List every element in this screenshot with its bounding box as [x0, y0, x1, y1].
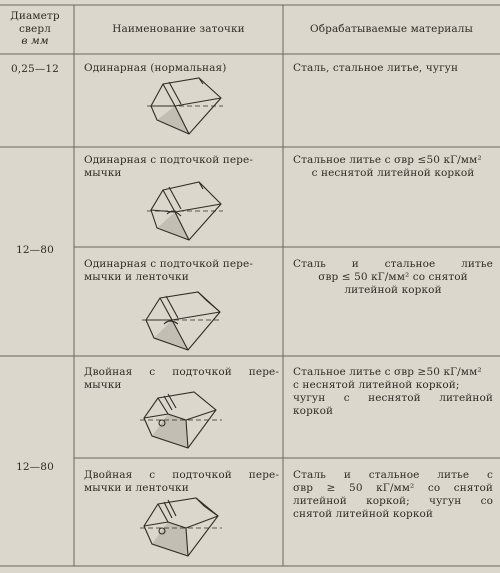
row2-sharpening-name: Одинарная с подточкой пере- мычки [84, 154, 253, 179]
header-sharpening: Наименование заточки [112, 23, 245, 35]
row5-sharpening-name: Двойная с подточкой пере- мычки и ленточки [84, 469, 279, 494]
row2-diameter: 12—80 [16, 244, 54, 256]
row3-sharpening-name: Одинарная с подточкой пере- мычки и ленточки [84, 258, 253, 283]
row5-material: Сталь и стальное литье с σвр ≥ 50 кГ/мм² со снятой литейной коркой; чугун со снятой литейной коркой [293, 469, 493, 520]
drill-point-double-web-thinned-icon [138, 390, 224, 454]
row1-material: Сталь, стальное литье, чугун [293, 62, 459, 74]
header-diameter: Диаметр сверл в мм [10, 10, 60, 47]
row1-sharpening-name: Одинарная (нормальная) [84, 62, 227, 74]
row3-material: Сталь и стальное литье σвр ≤ 50 кГ/мм² со снятой литейной коркой [293, 258, 493, 296]
drill-point-single-web-thinned-icon [145, 180, 225, 244]
row1-diameter: 0,25—12 [11, 63, 59, 75]
row2-material: Стальное литье с σвр ≤50 кГ/мм² с неснятой литейной коркой [293, 154, 482, 179]
drill-point-single-icon [145, 76, 225, 138]
row4-diameter: 12—80 [16, 461, 54, 473]
drill-point-double-web-margin-icon [138, 496, 224, 562]
header-materials: Обрабатываемые материалы [310, 23, 473, 35]
row4-sharpening-name: Двойная с подточкой пере- мычки [84, 366, 279, 391]
drill-point-single-web-margin-icon [140, 290, 224, 354]
row4-material: Стальное литье с σвр ≥50 кГ/мм² с неснятой литейной коркой; чугун с неснятой литейной коркой [293, 366, 493, 417]
